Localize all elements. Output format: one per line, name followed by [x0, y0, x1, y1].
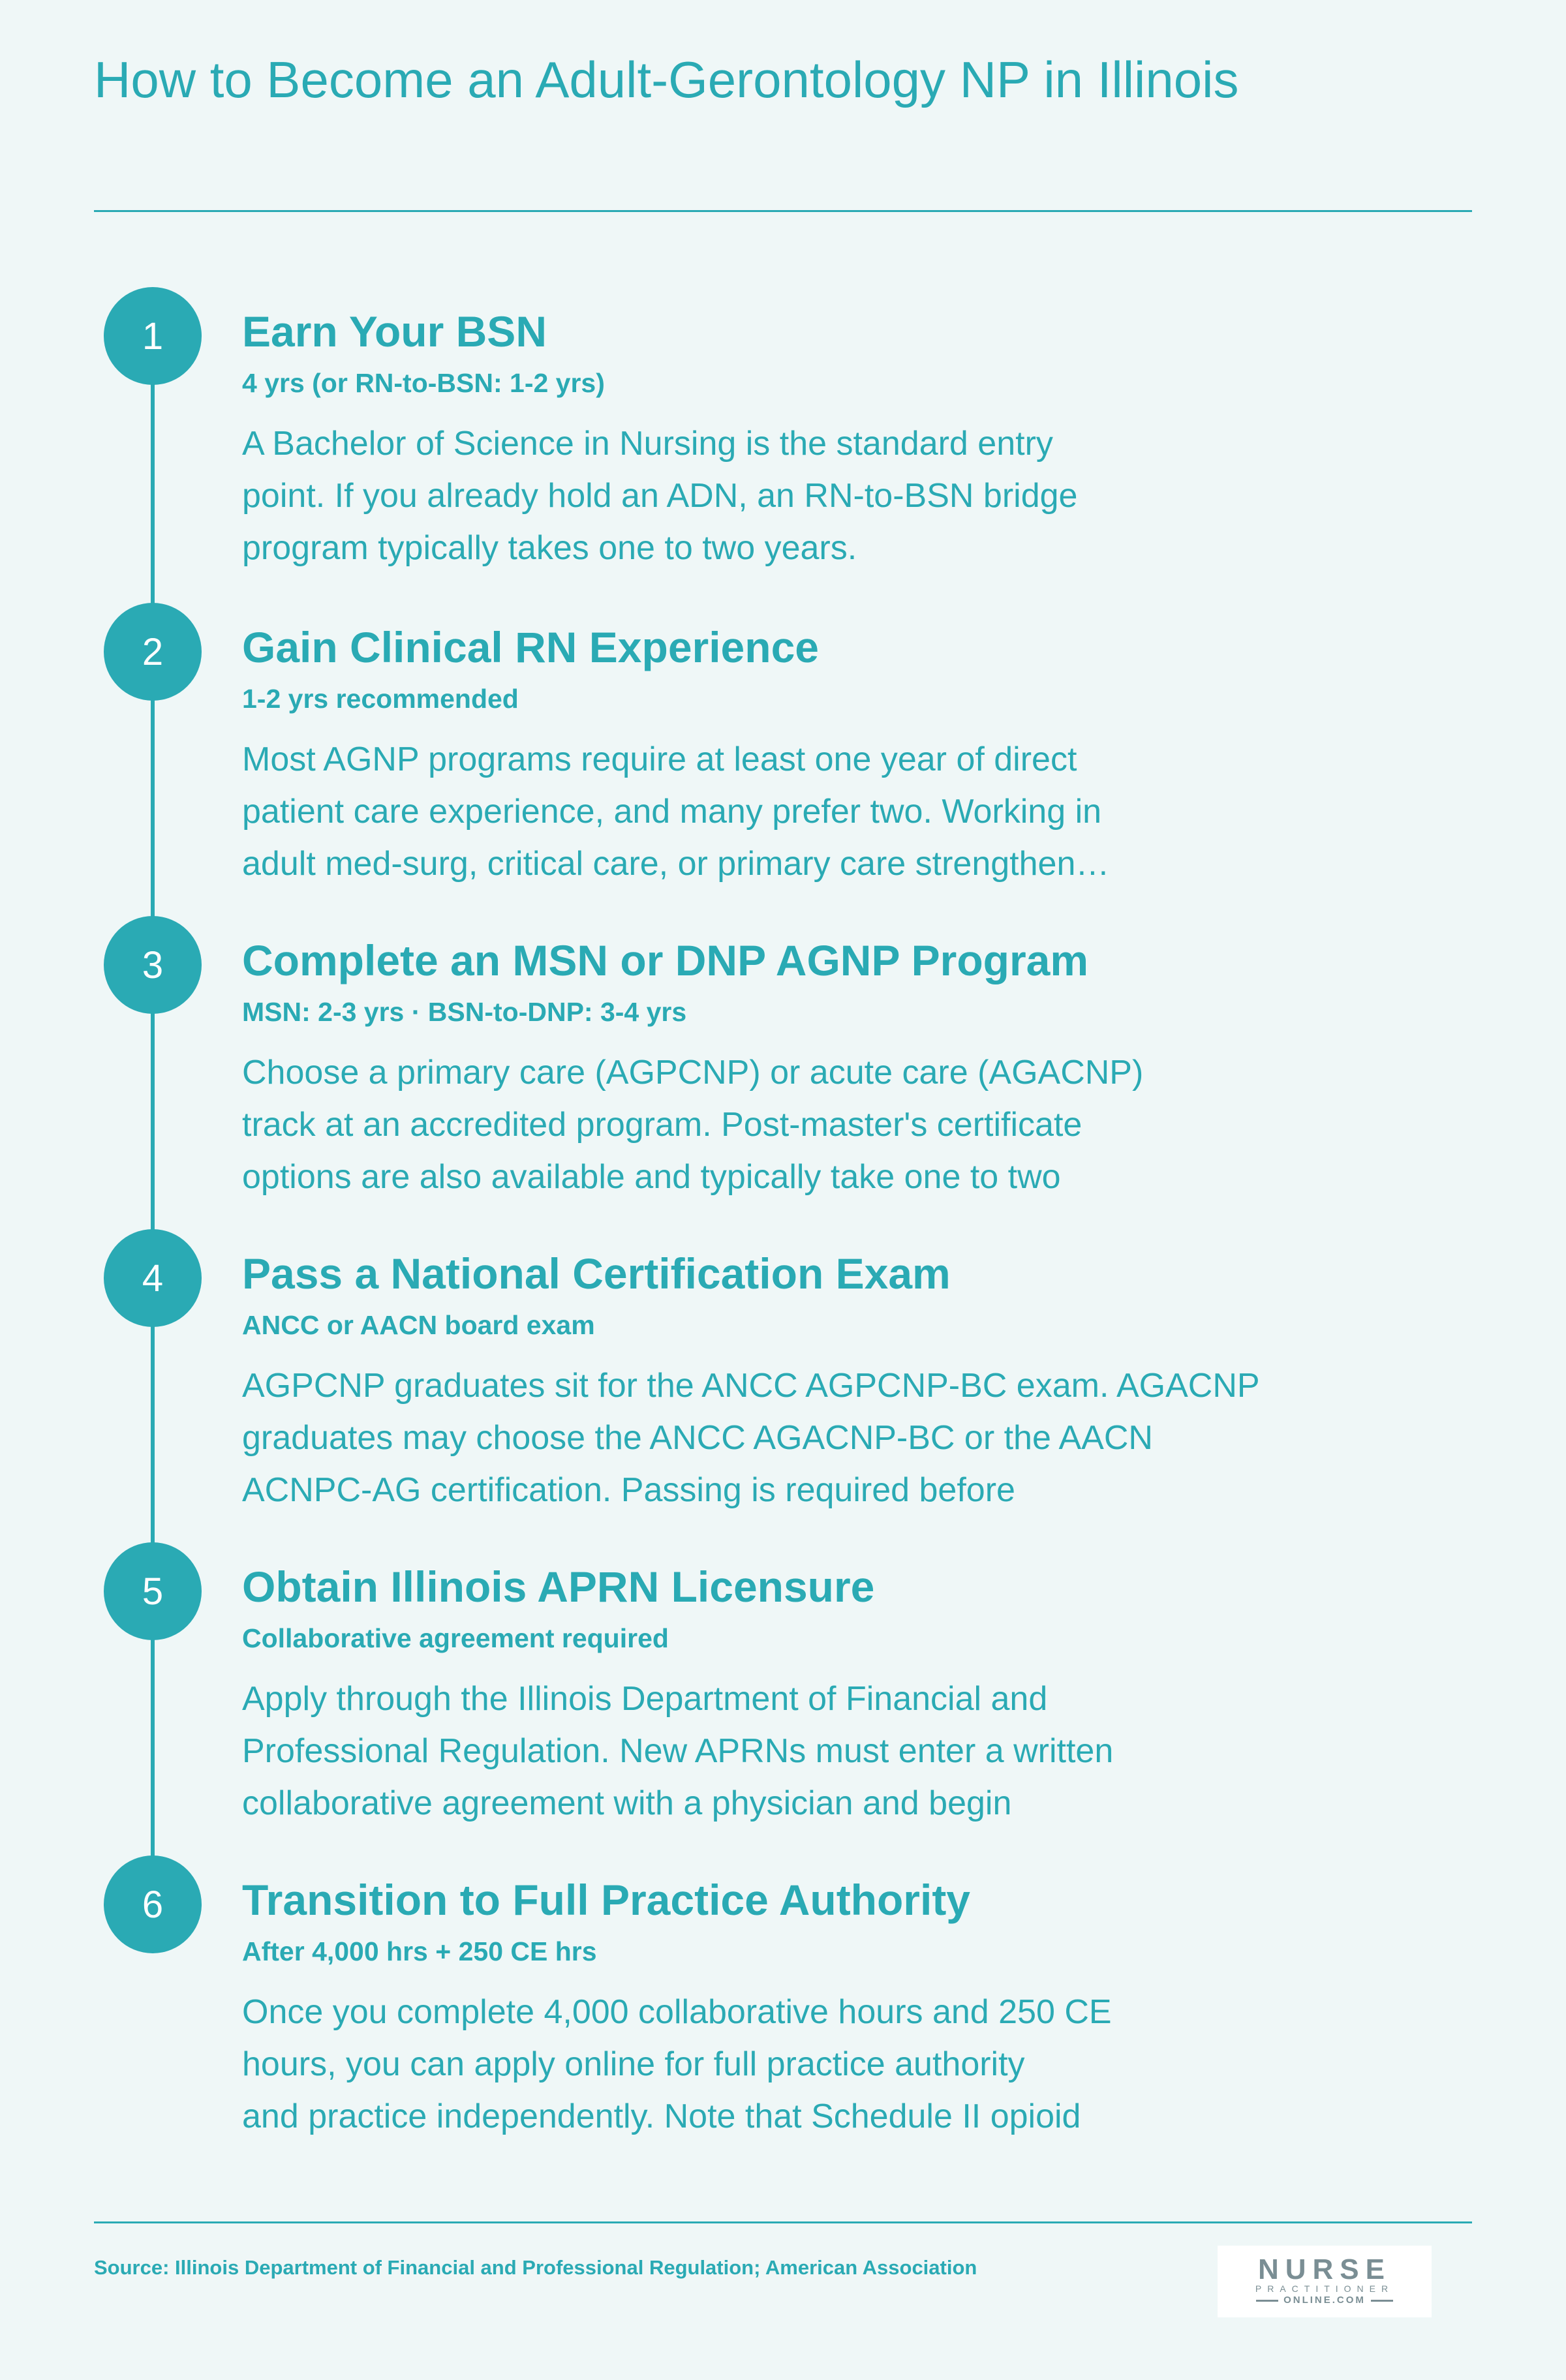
logo-wordmark-nurse: NURSE — [1257, 2253, 1392, 2285]
step-description: Once you complete 4,000 collaborative hours and 250 CE hours, you can apply online for full practice authority and practice independently. Note that Schedule II opioid — [242, 1993, 1112, 2135]
step-title: Pass a National Certification Exam — [242, 1249, 951, 1298]
step-number-badge: 5 — [104, 1542, 202, 1640]
step-duration: ANCC or AACN board exam — [242, 1310, 595, 1340]
step-number-badge: 2 — [104, 603, 202, 701]
step-duration: After 4,000 hrs + 250 CE hrs — [242, 1936, 597, 1966]
source-citation: Source: Illinois Department of Financial and Professional Regulation; American Association — [94, 2256, 977, 2279]
logo-dash-right — [1371, 2300, 1393, 2302]
step-title: Transition to Full Practice Authority — [242, 1876, 971, 1924]
step-number-badge: 6 — [104, 1855, 202, 1953]
logo-online-text: ONLINE.COM — [1283, 2295, 1366, 2306]
step-number-badge: 3 — [104, 916, 202, 1014]
footer-divider — [94, 2221, 1472, 2223]
timeline-connector — [151, 339, 155, 1918]
step-title: Obtain Illinois APRN Licensure — [242, 1563, 875, 1611]
step-duration: MSN: 2-3 yrs · BSN-to-DNP: 3-4 yrs — [242, 997, 687, 1027]
step-number-badge: 1 — [104, 287, 202, 385]
page-title: How to Become an Adult-Gerontology NP in Illinois — [94, 51, 1239, 108]
header-divider — [94, 210, 1472, 212]
logo-dash-left — [1256, 2300, 1278, 2302]
step-duration: Collaborative agreement required — [242, 1623, 669, 1653]
step-title: Earn Your BSN — [242, 307, 547, 356]
step-duration: 4 yrs (or RN-to-BSN: 1-2 yrs) — [242, 368, 605, 398]
nurse-practitioner-online-logo — [1218, 2246, 1432, 2317]
step-title: Complete an MSN or DNP AGNP Program — [242, 936, 1089, 984]
step-title: Gain Clinical RN Experience — [242, 623, 819, 671]
step-description: Apply through the Illinois Department of Financial and Professional Regulation. New APRNs must enter a written collaborative agreement with a physician and begin — [242, 1680, 1114, 1822]
logo-wordmark-practitioner: PRACTITIONER — [1255, 2283, 1394, 2294]
step-description: AGPCNP graduates sit for the ANCC AGPCNP-BC exam. AGACNP graduates may choose the ANCC AGACNP-BC or the AACN ACNPC-AG certification. Passing is required before — [242, 1367, 1260, 1509]
step-duration: 1-2 yrs recommended — [242, 684, 519, 714]
step-number-badge: 4 — [104, 1229, 202, 1327]
step-description: A Bachelor of Science in Nursing is the standard entry point. If you already hold an ADN, an RN-to-BSN bridge program typically takes one to two years. — [242, 425, 1078, 567]
step-description: Most AGNP programs require at least one year of direct patient care experience, and many prefer two. Working in adult med-surg, critical care, or primary care strengthen… — [242, 740, 1110, 883]
logo-wordmark-online — [1256, 2295, 1393, 2306]
step-description: Choose a primary care (AGPCNP) or acute care (AGACNP) track at an accredited program. Post-master's certificate options are also available and typically take one to two — [242, 1054, 1144, 1196]
